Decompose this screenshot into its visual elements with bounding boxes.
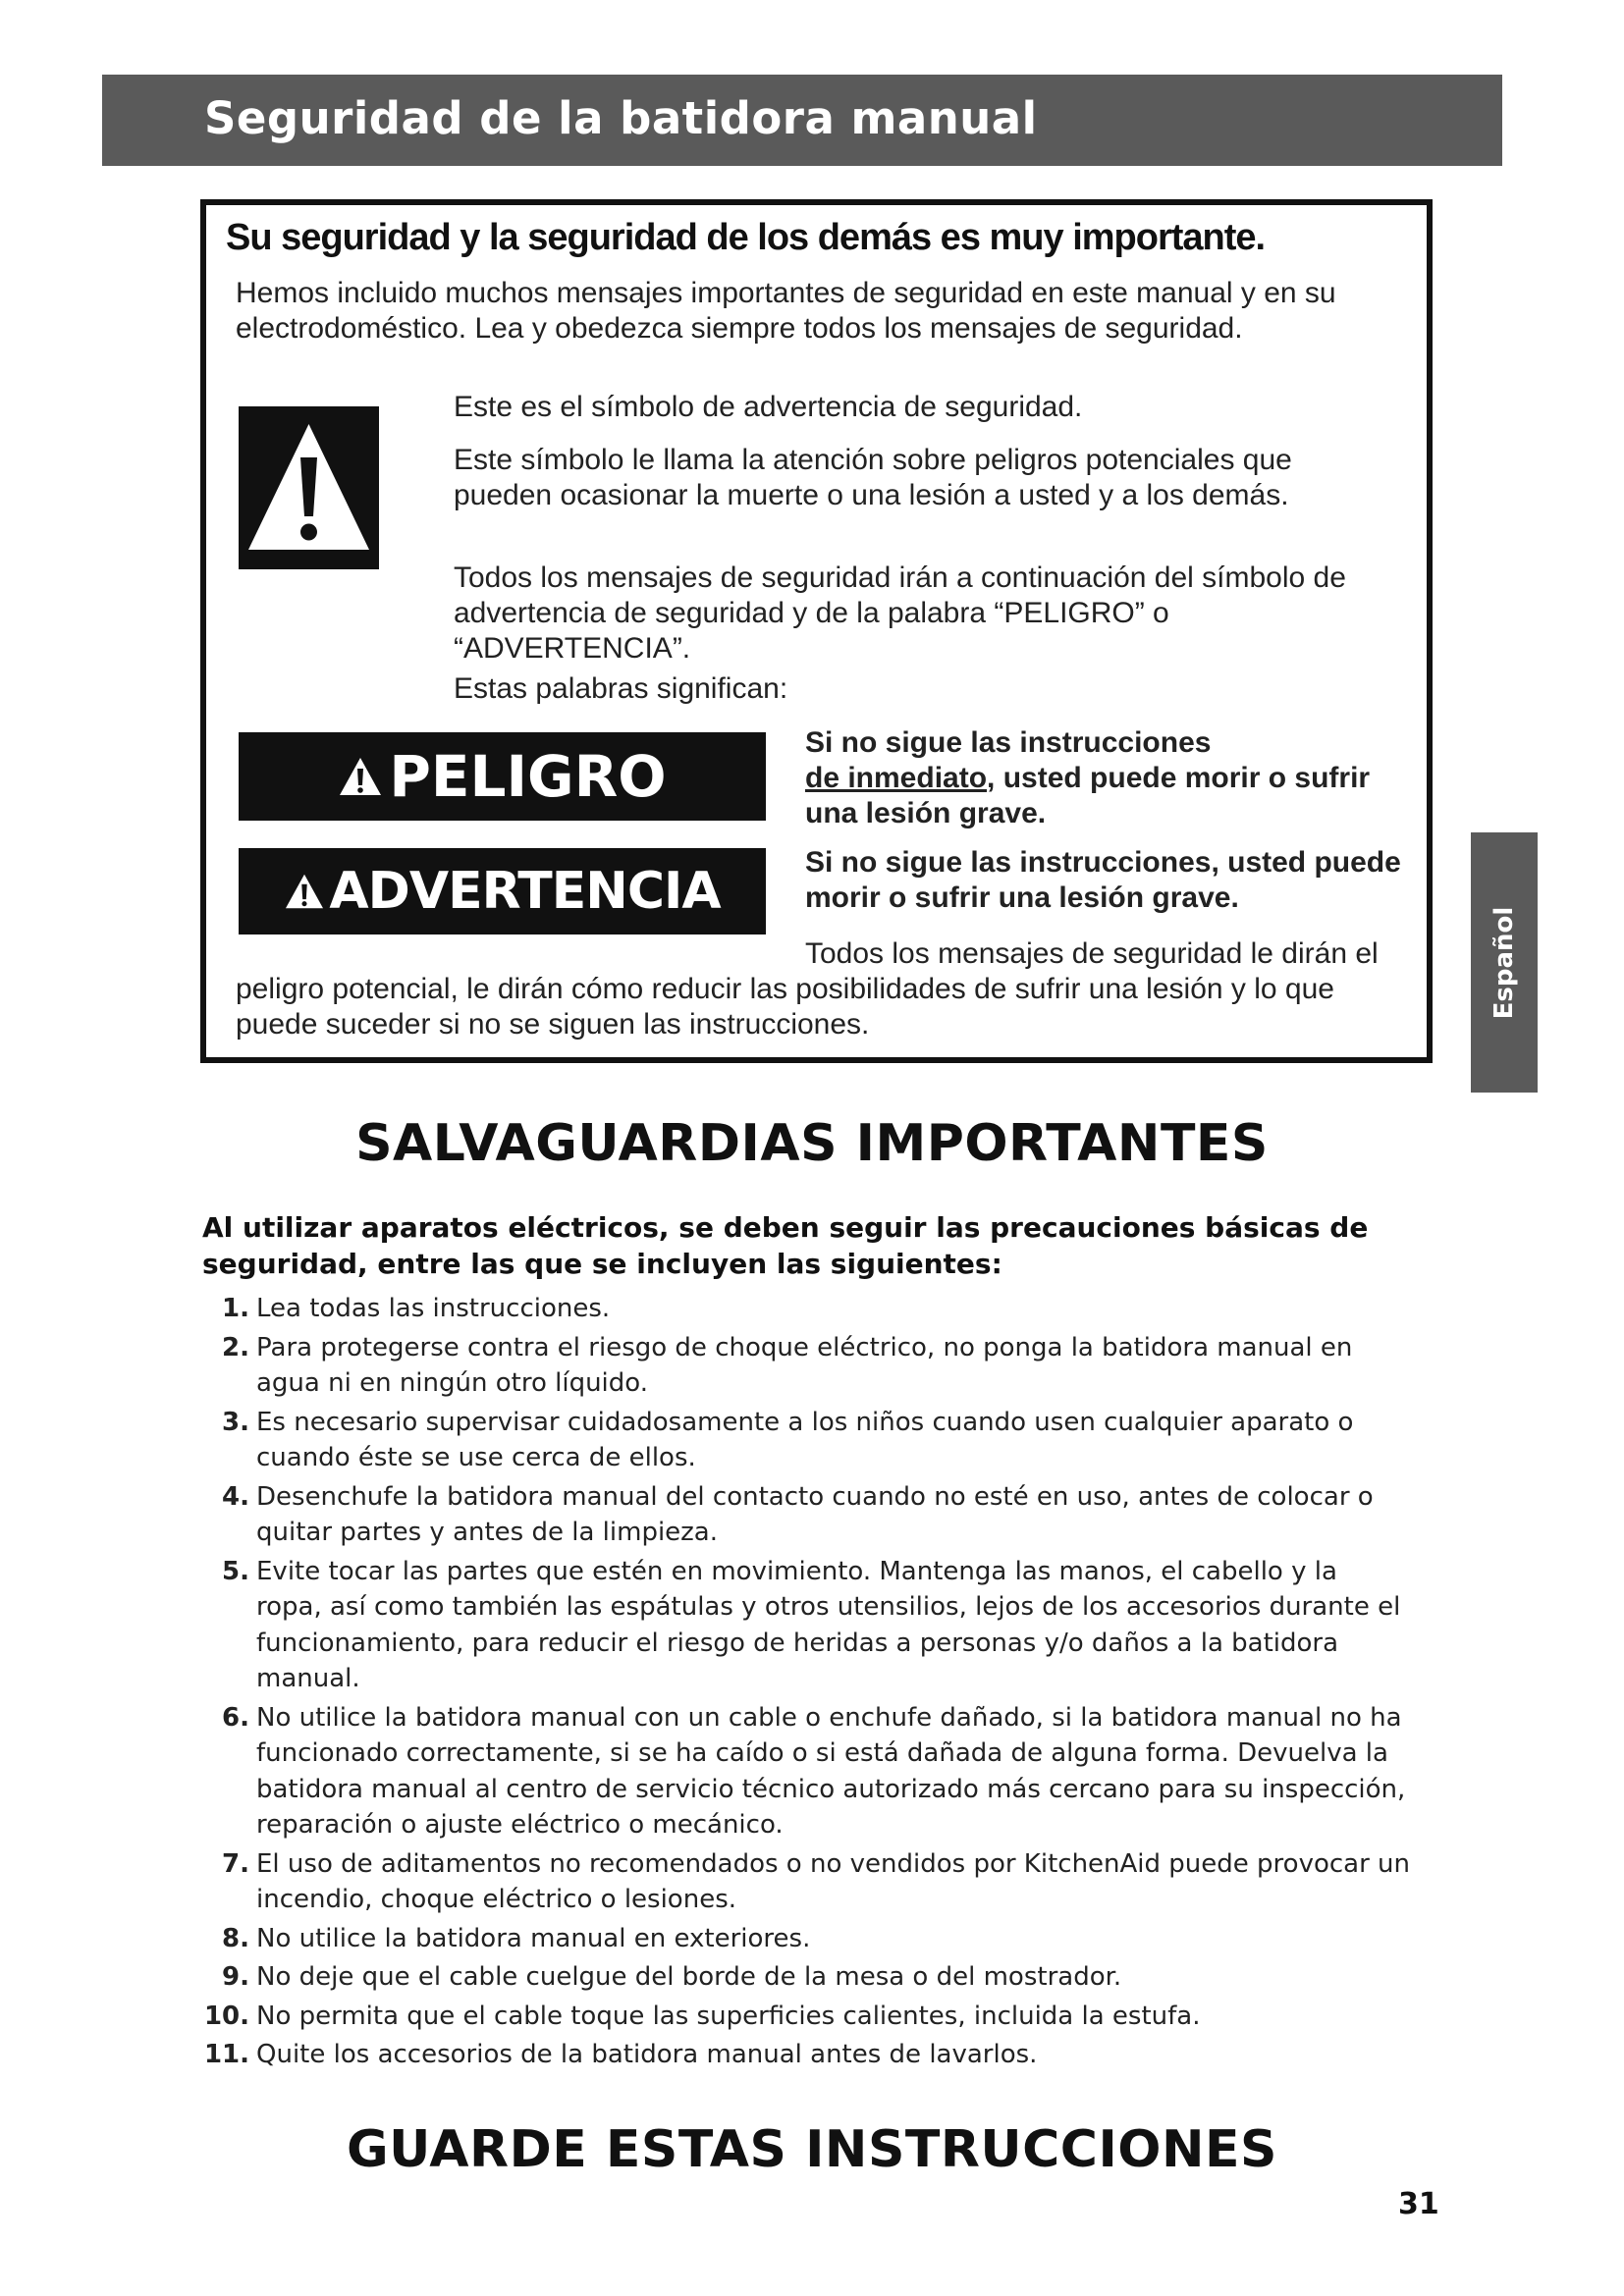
- language-tab-label: Español: [1489, 906, 1519, 1019]
- list-item-text: Lea todas las instrucciones.: [256, 1294, 611, 1323]
- safeguards-lead: Al utilizar aparatos eléctricos, se deben seguir las precauciones básicas de seguridad, entre las que se incluyen las siguientes:: [202, 1211, 1369, 1280]
- list-item: [202, 1700, 1410, 1843]
- safety-intro-text: Hemos incluido muchos mensajes importantes de seguridad en este manual y en su electrodoméstico. Lea y obedezca siempre todos los mensajes de seguridad.: [236, 277, 1336, 345]
- list-item-number: 4.: [222, 1481, 249, 1512]
- safeguards-heading: SALVAGUARDIAS IMPORTANTES: [355, 1114, 1269, 1173]
- advertencia-alert-icon: [284, 873, 325, 910]
- section-title: Seguridad de la batidora manual: [204, 92, 1038, 144]
- safety-box-title: Su seguridad y la seguridad de los demás es muy importante.: [226, 217, 1266, 258]
- list-item-number: 2.: [222, 1332, 249, 1362]
- advertencia-label: ADVERTENCIA: [329, 862, 721, 921]
- list-item-text: No utilice la batidora manual en exteriores.: [256, 1923, 811, 1953]
- list-item-number: 9.: [222, 1962, 249, 1992]
- page-number: 31: [1398, 2187, 1439, 2221]
- list-item-number: 6.: [222, 1702, 249, 1733]
- safeguards-list: [202, 1291, 1410, 2076]
- list-item-text: No utilice la batidora manual con un cable o enchufe dañado, si la batidora manual no ha funcionado correctamente, si se ha caído o si está dañada de alguna forma. Devuelva la batidora manual al centro de servicio técnico autorizado más cercano para su inspección, reparación o ajuste eléctrico o mecánico.: [256, 1702, 1406, 1840]
- list-item-number: 10.: [203, 2001, 249, 2031]
- list-item-number: 5.: [222, 1556, 249, 1586]
- peligro-signal-word: [239, 732, 766, 821]
- list-item: [202, 1479, 1410, 1551]
- peligro-text-underlined: de inmediato: [805, 762, 988, 794]
- list-item-text: Para protegerse contra el riesgo de choque eléctrico, no ponga la batidora manual en agua ni en ningún otro líquido.: [256, 1332, 1353, 1398]
- list-item-number: 1.: [222, 1294, 249, 1323]
- list-item: [202, 1999, 1410, 2035]
- peligro-text-b: , usted puede morir o sufrir una lesión grave.: [805, 762, 1371, 829]
- closing-text-content: Todos los mensajes de seguridad le dirán el peligro potencial, le dirán cómo reducir las posibilidades de sufrir una lesión y lo que puede suceder si no se siguen las instrucciones.: [236, 937, 1379, 1041]
- list-item-text: Desenchufe la batidora manual del contacto cuando no esté en uso, antes de colocar o quitar partes y antes de la limpieza.: [256, 1481, 1374, 1547]
- closing-text: [236, 936, 1414, 1042]
- list-item: [202, 2037, 1410, 2073]
- list-item-text: Quite los accesorios de la batidora manual antes de lavarlos.: [256, 2040, 1038, 2069]
- list-item: [202, 1554, 1410, 1697]
- list-item: [202, 1921, 1410, 1957]
- symbol-description: Este símbolo le llama la atención sobre peligros potenciales que pueden ocasionar la muerte o una lesión a usted y a los demás.: [454, 444, 1292, 511]
- list-item-text: El uso de aditamentos no recomendados o no vendidos por KitchenAid puede provocar un incendio, choque eléctrico o lesiones.: [256, 1848, 1411, 1914]
- peligro-alert-icon: [338, 756, 383, 797]
- language-side-tab: [1471, 832, 1538, 1093]
- list-item: [202, 1291, 1410, 1327]
- peligro-description: [805, 725, 1414, 831]
- advertencia-signal-word: [239, 848, 766, 934]
- safety-alert-icon: [239, 406, 379, 569]
- safety-message-box: [200, 199, 1433, 1063]
- words-mean-text: Estas palabras significan:: [454, 672, 788, 705]
- section-header-bar: [102, 75, 1502, 166]
- list-item-number: 8.: [222, 1923, 249, 1953]
- list-item: [202, 1846, 1410, 1918]
- list-item-text: No deje que el cable cuelgue del borde de la mesa o del mostrador.: [256, 1962, 1122, 1992]
- peligro-text-a: Si no sigue las instrucciones: [805, 726, 1212, 759]
- list-item-number: 7.: [222, 1848, 249, 1879]
- list-item-number: 11.: [203, 2040, 249, 2069]
- peligro-label: PELIGRO: [389, 743, 667, 810]
- follow-text: Todos los mensajes de seguridad irán a continuación del símbolo de advertencia de seguridad y de la palabra “PELIGRO” o “ADVERTENCIA”.: [454, 561, 1346, 665]
- list-item: [202, 1330, 1410, 1402]
- list-item-text: No permita que el cable toque las superficies calientes, incluida la estufa.: [256, 2001, 1201, 2031]
- list-item-text: Evite tocar las partes que estén en movimiento. Mantenga las manos, el cabello y la ropa, así como también las espátulas y otros utensilios, lejos de los accesorios durante el funcionamiento, para reducir el riesgo de heridas a personas y/o daños a la batidora manual.: [256, 1556, 1401, 1693]
- advertencia-description: Si no sigue las instrucciones, usted puede morir o sufrir una lesión grave.: [805, 846, 1401, 914]
- list-item-text: Es necesario supervisar cuidadosamente a los niños cuando usen cualquier aparato o cuando éste se use cerca de ellos.: [256, 1407, 1354, 1472]
- save-instructions-heading: GUARDE ESTAS INSTRUCCIONES: [346, 2120, 1277, 2179]
- list-item-number: 3.: [222, 1407, 249, 1437]
- list-item: [202, 1405, 1410, 1476]
- list-item: [202, 1959, 1410, 1996]
- symbol-line: Este es el símbolo de advertencia de seguridad.: [454, 391, 1083, 423]
